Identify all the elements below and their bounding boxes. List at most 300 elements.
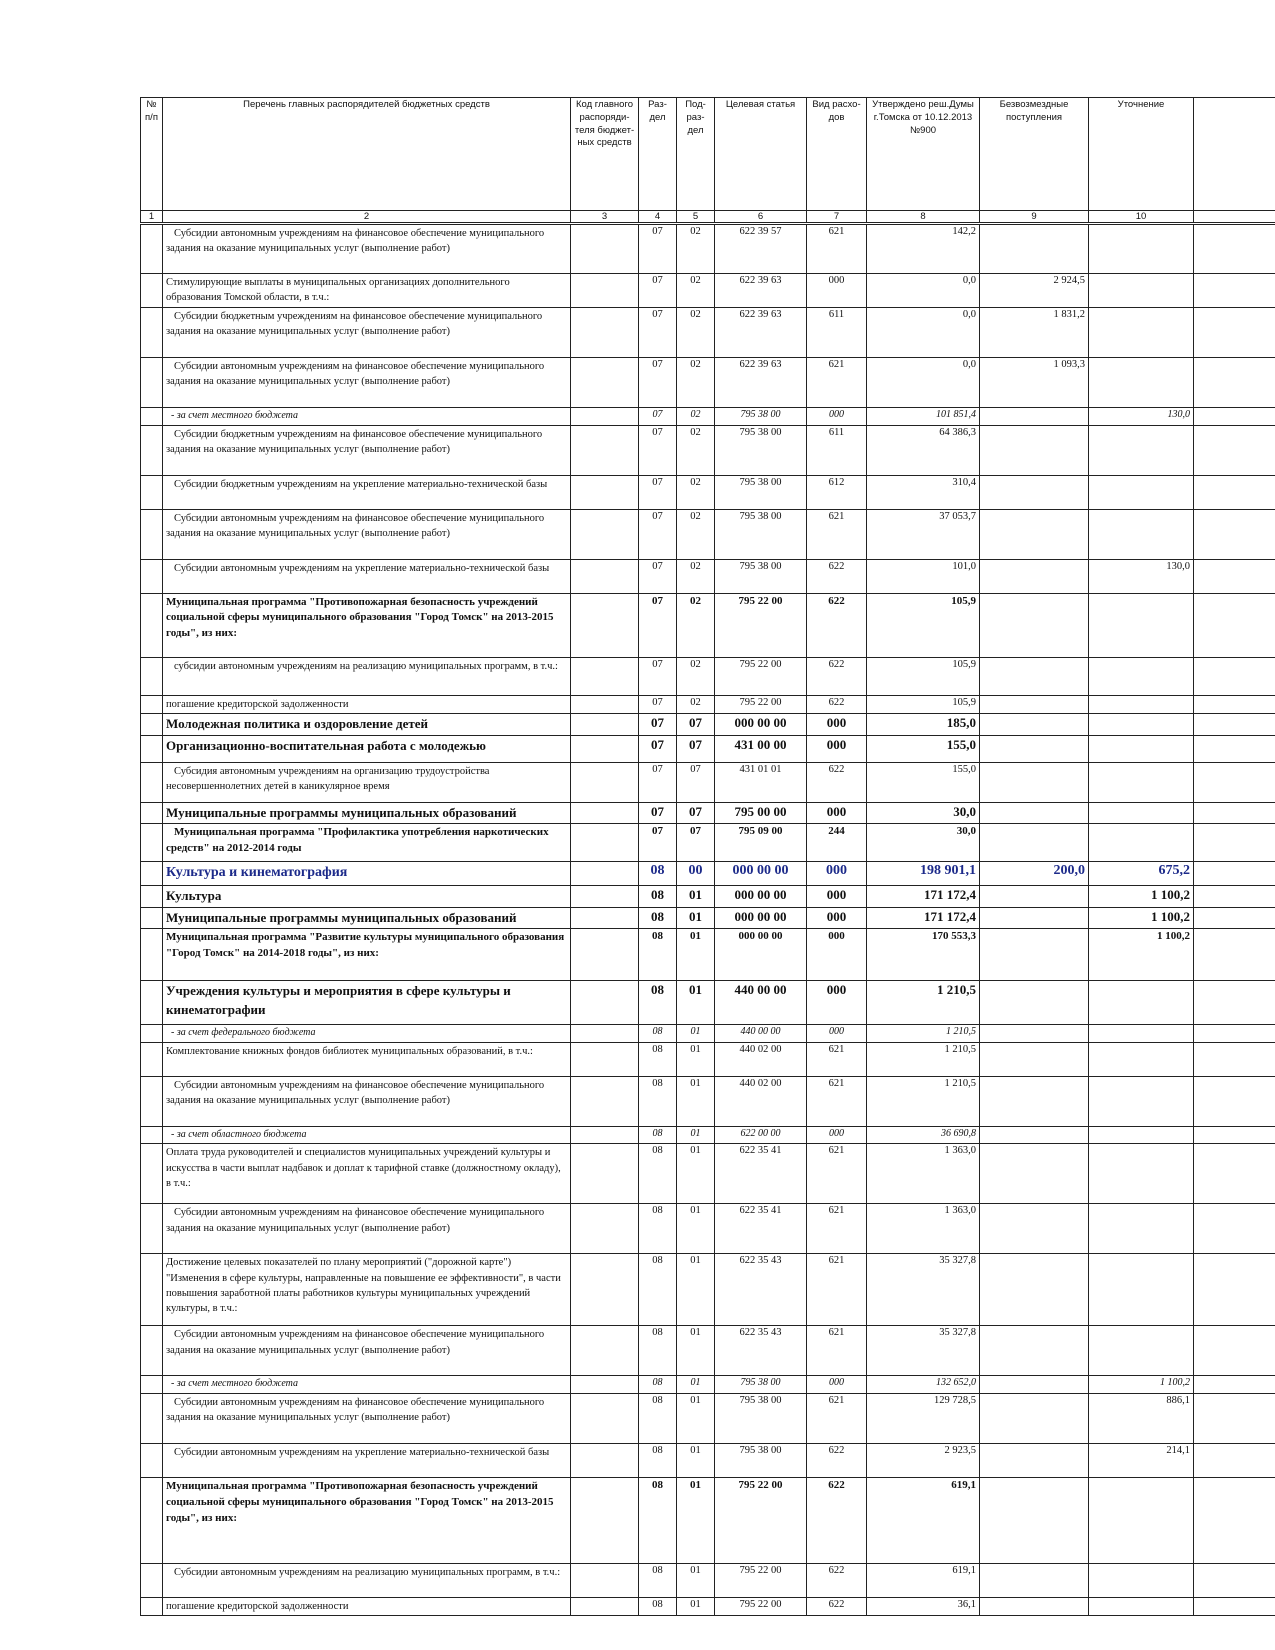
clarification-cell: 1 100,2 — [1089, 907, 1194, 929]
gratuitous-cell — [980, 1254, 1089, 1326]
vid-cell: 000 — [807, 885, 867, 907]
vid-cell: 621 — [807, 1254, 867, 1326]
vid-cell: 621 — [807, 509, 867, 559]
code-cell — [571, 509, 639, 559]
approved-cell: 171 172,4 — [867, 907, 980, 929]
column-number-blank — [1194, 211, 1275, 224]
code-cell — [571, 1204, 639, 1254]
number-cell — [141, 1076, 163, 1126]
header-name: Перечень главных распорядителей бюджетных средств — [163, 98, 571, 211]
gratuitous-cell — [980, 907, 1089, 929]
podrazdel-cell: 01 — [677, 929, 715, 981]
table-row — [141, 1076, 1275, 1126]
code-cell — [571, 358, 639, 408]
razdel-cell: 07 — [639, 735, 677, 762]
article-cell: 795 22 00 — [715, 657, 807, 695]
razdel-cell: 07 — [639, 695, 677, 713]
approved-cell: 198 901,1 — [867, 862, 980, 885]
column-number: 9 — [980, 211, 1089, 224]
razdel-cell: 07 — [639, 475, 677, 509]
podrazdel-cell: 07 — [677, 735, 715, 762]
table-row — [141, 308, 1275, 358]
table-row — [141, 1393, 1275, 1443]
vid-cell: 000 — [807, 713, 867, 735]
vid-cell: 000 — [807, 862, 867, 885]
blank-cell — [1194, 1144, 1275, 1204]
item-name: Учреждения культуры и мероприятия в сфере культуры и кинематографии — [163, 981, 571, 1025]
number-cell — [141, 224, 163, 274]
article-cell: 000 00 00 — [715, 885, 807, 907]
code-cell — [571, 224, 639, 274]
blank-cell — [1194, 358, 1275, 408]
number-cell — [141, 1597, 163, 1615]
code-cell — [571, 929, 639, 981]
code-cell — [571, 1393, 639, 1443]
code-cell — [571, 1326, 639, 1376]
number-cell — [141, 1326, 163, 1376]
vid-cell: 000 — [807, 1376, 867, 1394]
blank-cell — [1194, 929, 1275, 981]
vid-cell: 000 — [807, 274, 867, 308]
razdel-cell: 08 — [639, 1144, 677, 1204]
gratuitous-cell — [980, 1126, 1089, 1144]
podrazdel-cell: 07 — [677, 713, 715, 735]
number-cell — [141, 274, 163, 308]
approved-cell: 132 652,0 — [867, 1376, 980, 1394]
gratuitous-cell — [980, 475, 1089, 509]
approved-cell: 1 210,5 — [867, 1025, 980, 1043]
clarification-cell: 1 100,2 — [1089, 885, 1194, 907]
approved-cell: 619,1 — [867, 1563, 980, 1597]
podrazdel-cell: 01 — [677, 1326, 715, 1376]
item-name: - за счет федерального бюджета — [163, 1025, 571, 1043]
blank-cell — [1194, 657, 1275, 695]
gratuitous-cell — [980, 929, 1089, 981]
number-cell — [141, 657, 163, 695]
gratuitous-cell — [980, 885, 1089, 907]
podrazdel-cell: 07 — [677, 824, 715, 862]
gratuitous-cell — [980, 593, 1089, 657]
number-cell — [141, 981, 163, 1025]
gratuitous-cell — [980, 1376, 1089, 1394]
clarification-cell — [1089, 762, 1194, 802]
clarification-cell — [1089, 358, 1194, 408]
razdel-cell: 07 — [639, 824, 677, 862]
podrazdel-cell: 01 — [677, 907, 715, 929]
header-gratuitous: Безвозмездные поступления — [980, 98, 1089, 211]
number-cell — [141, 907, 163, 929]
clarification-cell — [1089, 425, 1194, 475]
podrazdel-cell: 01 — [677, 1563, 715, 1597]
blank-cell — [1194, 308, 1275, 358]
number-cell — [141, 1042, 163, 1076]
table-row — [141, 1144, 1275, 1204]
clarification-cell — [1089, 1025, 1194, 1043]
code-cell — [571, 425, 639, 475]
article-cell: 795 00 00 — [715, 802, 807, 824]
gratuitous-cell — [980, 802, 1089, 824]
clarification-cell — [1089, 981, 1194, 1025]
item-name: Культура — [163, 885, 571, 907]
blank-cell — [1194, 1025, 1275, 1043]
podrazdel-cell: 01 — [677, 1144, 715, 1204]
vid-cell: 000 — [807, 1025, 867, 1043]
gratuitous-cell — [980, 1076, 1089, 1126]
column-number: 4 — [639, 211, 677, 224]
item-name: Достижение целевых показателей по плану мероприятий ("дорожной карте") "Изменения в сфере культуры, направленные на повышение ее эффективности", в части повышения заработной платы работников культуры муниципальных учреждений культуры, в т.ч.: — [163, 1254, 571, 1326]
approved-cell: 155,0 — [867, 735, 980, 762]
razdel-cell: 08 — [639, 1076, 677, 1126]
blank-cell — [1194, 907, 1275, 929]
gratuitous-cell — [980, 713, 1089, 735]
item-name: Субсидии автономным учреждениям на финансовое обеспечение муниципального задания на оказание муниципальных услуг (выполнение работ) — [163, 1393, 571, 1443]
blank-cell — [1194, 1076, 1275, 1126]
table-row — [141, 509, 1275, 559]
razdel-cell: 08 — [639, 1204, 677, 1254]
vid-cell: 622 — [807, 593, 867, 657]
table-row — [141, 358, 1275, 408]
code-cell — [571, 1025, 639, 1043]
article-cell: 440 02 00 — [715, 1076, 807, 1126]
razdel-cell: 07 — [639, 408, 677, 426]
razdel-cell: 07 — [639, 308, 677, 358]
clarification-cell — [1089, 1126, 1194, 1144]
number-cell — [141, 885, 163, 907]
code-cell — [571, 657, 639, 695]
podrazdel-cell: 02 — [677, 593, 715, 657]
code-cell — [571, 1042, 639, 1076]
vid-cell: 621 — [807, 224, 867, 274]
article-cell: 795 22 00 — [715, 593, 807, 657]
clarification-cell: 675,2 — [1089, 862, 1194, 885]
blank-cell — [1194, 1126, 1275, 1144]
article-cell: 622 39 63 — [715, 308, 807, 358]
item-name: Субсидии бюджетным учреждениям на финансовое обеспечение муниципального задания на оказание муниципальных услуг (выполнение работ) — [163, 308, 571, 358]
code-cell — [571, 713, 639, 735]
number-cell — [141, 593, 163, 657]
code-cell — [571, 695, 639, 713]
item-name: Субсидии автономным учреждениям на финансовое обеспечение муниципального задания на оказание муниципальных услуг (выполнение работ) — [163, 1076, 571, 1126]
item-name: - за счет областного бюджета — [163, 1126, 571, 1144]
vid-cell: 000 — [807, 981, 867, 1025]
gratuitous-cell — [980, 762, 1089, 802]
article-cell: 000 00 00 — [715, 929, 807, 981]
approved-cell: 1 210,5 — [867, 1042, 980, 1076]
number-cell — [141, 1477, 163, 1563]
approved-cell: 105,9 — [867, 593, 980, 657]
blank-cell — [1194, 695, 1275, 713]
gratuitous-cell — [980, 695, 1089, 713]
header-number: № п/п — [141, 98, 163, 211]
article-cell: 795 38 00 — [715, 475, 807, 509]
header-vid: Вид расхо-дов — [807, 98, 867, 211]
clarification-cell — [1089, 475, 1194, 509]
table-row — [141, 762, 1275, 802]
item-name: Организационно-воспитательная работа с молодежью — [163, 735, 571, 762]
number-cell — [141, 308, 163, 358]
table-row — [141, 1597, 1275, 1615]
podrazdel-cell: 02 — [677, 224, 715, 274]
column-number: 1 — [141, 211, 163, 224]
approved-cell: 1 363,0 — [867, 1144, 980, 1204]
article-cell: 622 39 63 — [715, 358, 807, 408]
vid-cell: 000 — [807, 802, 867, 824]
podrazdel-cell: 02 — [677, 425, 715, 475]
clarification-cell — [1089, 308, 1194, 358]
blank-cell — [1194, 475, 1275, 509]
approved-cell: 1 210,5 — [867, 981, 980, 1025]
number-cell — [141, 559, 163, 593]
gratuitous-cell — [980, 1563, 1089, 1597]
number-cell — [141, 1144, 163, 1204]
gratuitous-cell — [980, 408, 1089, 426]
gratuitous-cell — [980, 1204, 1089, 1254]
blank-cell — [1194, 1393, 1275, 1443]
number-cell — [141, 862, 163, 885]
table-row — [141, 274, 1275, 308]
article-cell: 000 00 00 — [715, 907, 807, 929]
blank-cell — [1194, 735, 1275, 762]
razdel-cell: 08 — [639, 1477, 677, 1563]
razdel-cell: 07 — [639, 425, 677, 475]
code-cell — [571, 862, 639, 885]
item-name: Муниципальная программа "Противопожарная безопасность учреждений социальной сферы муниципального образования "Город Томск" на 2013-2015 годы", из них: — [163, 1477, 571, 1563]
blank-cell — [1194, 559, 1275, 593]
code-cell — [571, 1126, 639, 1144]
vid-cell: 621 — [807, 358, 867, 408]
clarification-cell: 130,0 — [1089, 408, 1194, 426]
article-cell: 795 38 00 — [715, 1393, 807, 1443]
clarification-cell — [1089, 1563, 1194, 1597]
vid-cell: 000 — [807, 735, 867, 762]
article-cell: 795 22 00 — [715, 695, 807, 713]
podrazdel-cell: 01 — [677, 1597, 715, 1615]
podrazdel-cell: 02 — [677, 559, 715, 593]
clarification-cell: 1 100,2 — [1089, 1376, 1194, 1394]
number-cell — [141, 824, 163, 862]
approved-cell: 129 728,5 — [867, 1393, 980, 1443]
razdel-cell: 08 — [639, 1597, 677, 1615]
article-cell: 622 35 43 — [715, 1326, 807, 1376]
podrazdel-cell: 02 — [677, 695, 715, 713]
item-name: Комплектование книжных фондов библиотек муниципальных образований, в т.ч.: — [163, 1042, 571, 1076]
clarification-cell: 214,1 — [1089, 1443, 1194, 1477]
approved-cell: 171 172,4 — [867, 885, 980, 907]
podrazdel-cell: 07 — [677, 762, 715, 802]
clarification-cell — [1089, 1144, 1194, 1204]
item-name: субсидии автономным учреждениям на реализацию муниципальных программ, в т.ч.: — [163, 657, 571, 695]
clarification-cell — [1089, 224, 1194, 274]
item-name: Субсидии бюджетным учреждениям на финансовое обеспечение муниципального задания на оказание муниципальных услуг (выполнение работ) — [163, 425, 571, 475]
table-row — [141, 735, 1275, 762]
item-name: Муниципальные программы муниципальных образований — [163, 907, 571, 929]
gratuitous-cell — [980, 1443, 1089, 1477]
podrazdel-cell: 01 — [677, 885, 715, 907]
clarification-cell: 886,1 — [1089, 1393, 1194, 1443]
article-cell: 795 38 00 — [715, 1443, 807, 1477]
gratuitous-cell — [980, 1144, 1089, 1204]
approved-cell: 30,0 — [867, 802, 980, 824]
razdel-cell: 08 — [639, 1326, 677, 1376]
code-cell — [571, 885, 639, 907]
approved-cell: 619,1 — [867, 1477, 980, 1563]
gratuitous-cell — [980, 981, 1089, 1025]
gratuitous-cell — [980, 1477, 1089, 1563]
blank-cell — [1194, 1042, 1275, 1076]
blank-cell — [1194, 885, 1275, 907]
vid-cell: 622 — [807, 762, 867, 802]
number-cell — [141, 762, 163, 802]
table-row — [141, 885, 1275, 907]
blank-cell — [1194, 1204, 1275, 1254]
item-name: Муниципальная программа "Противопожарная безопасность учреждений социальной сферы муниципального образования "Город Томск" на 2013-2015 годы", из них: — [163, 593, 571, 657]
code-cell — [571, 408, 639, 426]
podrazdel-cell: 01 — [677, 1443, 715, 1477]
clarification-cell — [1089, 1076, 1194, 1126]
table-body — [141, 224, 1275, 1616]
gratuitous-cell — [980, 1597, 1089, 1615]
article-cell: 795 22 00 — [715, 1597, 807, 1615]
article-cell: 622 39 57 — [715, 224, 807, 274]
header-clarification: Уточнение — [1089, 98, 1194, 211]
code-cell — [571, 274, 639, 308]
razdel-cell: 08 — [639, 1443, 677, 1477]
item-name: Субсидии автономным учреждениям на финансовое обеспечение муниципального задания на оказание муниципальных услуг (выполнение работ) — [163, 358, 571, 408]
approved-cell: 0,0 — [867, 274, 980, 308]
clarification-cell: 130,0 — [1089, 559, 1194, 593]
approved-cell: 1 363,0 — [867, 1204, 980, 1254]
code-cell — [571, 802, 639, 824]
column-number: 5 — [677, 211, 715, 224]
code-cell — [571, 1376, 639, 1394]
vid-cell: 000 — [807, 408, 867, 426]
podrazdel-cell: 02 — [677, 509, 715, 559]
approved-cell: 0,0 — [867, 358, 980, 408]
podrazdel-cell: 01 — [677, 1204, 715, 1254]
razdel-cell: 07 — [639, 713, 677, 735]
podrazdel-cell: 01 — [677, 1076, 715, 1126]
razdel-cell: 07 — [639, 509, 677, 559]
blank-cell — [1194, 425, 1275, 475]
article-cell: 440 02 00 — [715, 1042, 807, 1076]
gratuitous-cell: 1 831,2 — [980, 308, 1089, 358]
article-cell: 622 39 63 — [715, 274, 807, 308]
blank-cell — [1194, 1563, 1275, 1597]
article-cell: 622 35 41 — [715, 1204, 807, 1254]
code-cell — [571, 824, 639, 862]
gratuitous-cell — [980, 425, 1089, 475]
vid-cell: 621 — [807, 1076, 867, 1126]
razdel-cell: 08 — [639, 981, 677, 1025]
razdel-cell: 07 — [639, 762, 677, 802]
number-cell — [141, 425, 163, 475]
number-cell — [141, 695, 163, 713]
approved-cell: 30,0 — [867, 824, 980, 862]
code-cell — [571, 1597, 639, 1615]
clarification-cell — [1089, 274, 1194, 308]
approved-cell: 105,9 — [867, 657, 980, 695]
item-name: - за счет местного бюджета — [163, 408, 571, 426]
table-row — [141, 907, 1275, 929]
table-row — [141, 981, 1275, 1025]
code-cell — [571, 907, 639, 929]
item-name: Субсидии автономным учреждениям на укрепление материально-технической базы — [163, 559, 571, 593]
podrazdel-cell: 02 — [677, 358, 715, 408]
gratuitous-cell — [980, 1025, 1089, 1043]
table-row — [141, 408, 1275, 426]
header-article: Целевая статья — [715, 98, 807, 211]
clarification-cell: 1 100,2 — [1089, 929, 1194, 981]
clarification-cell — [1089, 657, 1194, 695]
approved-cell: 36 690,8 — [867, 1126, 980, 1144]
gratuitous-cell — [980, 657, 1089, 695]
blank-cell — [1194, 224, 1275, 274]
blank-cell — [1194, 762, 1275, 802]
blank-cell — [1194, 1477, 1275, 1563]
clarification-cell — [1089, 1597, 1194, 1615]
table-row — [141, 1376, 1275, 1394]
gratuitous-cell: 200,0 — [980, 862, 1089, 885]
clarification-cell — [1089, 695, 1194, 713]
approved-cell: 101,0 — [867, 559, 980, 593]
gratuitous-cell — [980, 509, 1089, 559]
number-cell — [141, 408, 163, 426]
code-cell — [571, 735, 639, 762]
article-cell: 622 35 43 — [715, 1254, 807, 1326]
podrazdel-cell: 02 — [677, 408, 715, 426]
vid-cell: 000 — [807, 1126, 867, 1144]
blank-cell — [1194, 824, 1275, 862]
clarification-cell — [1089, 593, 1194, 657]
article-cell: 431 01 01 — [715, 762, 807, 802]
item-name: Муниципальные программы муниципальных образований — [163, 802, 571, 824]
article-cell: 795 38 00 — [715, 559, 807, 593]
item-name: Стимулирующие выплаты в муниципальных организациях дополнительного образования Томской области, в т.ч.: — [163, 274, 571, 308]
blank-cell — [1194, 1326, 1275, 1376]
gratuitous-cell — [980, 1042, 1089, 1076]
item-name: Субсидии автономным учреждениям на финансовое обеспечение муниципального задания на оказание муниципальных услуг (выполнение работ) — [163, 1326, 571, 1376]
item-name: Субсидии автономным учреждениям на финансовое обеспечение муниципального задания на оказание муниципальных услуг (выполнение работ) — [163, 1204, 571, 1254]
approved-cell: 35 327,8 — [867, 1326, 980, 1376]
table-row — [141, 695, 1275, 713]
approved-cell: 101 851,4 — [867, 408, 980, 426]
clarification-cell — [1089, 1326, 1194, 1376]
item-name: Оплата труда руководителей и специалистов муниципальных учреждений культуры и искусства в части выплат надбавок и доплат к тарифной ставке (должностному окладу), в т.ч.: — [163, 1144, 571, 1204]
column-number: 10 — [1089, 211, 1194, 224]
article-cell: 795 22 00 — [715, 1477, 807, 1563]
code-cell — [571, 593, 639, 657]
podrazdel-cell: 02 — [677, 657, 715, 695]
razdel-cell: 07 — [639, 802, 677, 824]
column-number: 8 — [867, 211, 980, 224]
clarification-cell — [1089, 713, 1194, 735]
vid-cell: 622 — [807, 1563, 867, 1597]
blank-cell — [1194, 1597, 1275, 1615]
razdel-cell: 08 — [639, 907, 677, 929]
gratuitous-cell — [980, 1326, 1089, 1376]
article-cell: 000 00 00 — [715, 862, 807, 885]
item-name: Субсидии автономным учреждениям на финансовое обеспечение муниципального задания на оказание муниципальных услуг (выполнение работ) — [163, 509, 571, 559]
clarification-cell — [1089, 802, 1194, 824]
table-row — [141, 713, 1275, 735]
razdel-cell: 08 — [639, 1376, 677, 1394]
approved-cell: 0,0 — [867, 308, 980, 358]
vid-cell: 622 — [807, 1443, 867, 1477]
article-cell: 795 22 00 — [715, 1563, 807, 1597]
approved-cell: 185,0 — [867, 713, 980, 735]
article-cell: 622 00 00 — [715, 1126, 807, 1144]
number-cell — [141, 1254, 163, 1326]
